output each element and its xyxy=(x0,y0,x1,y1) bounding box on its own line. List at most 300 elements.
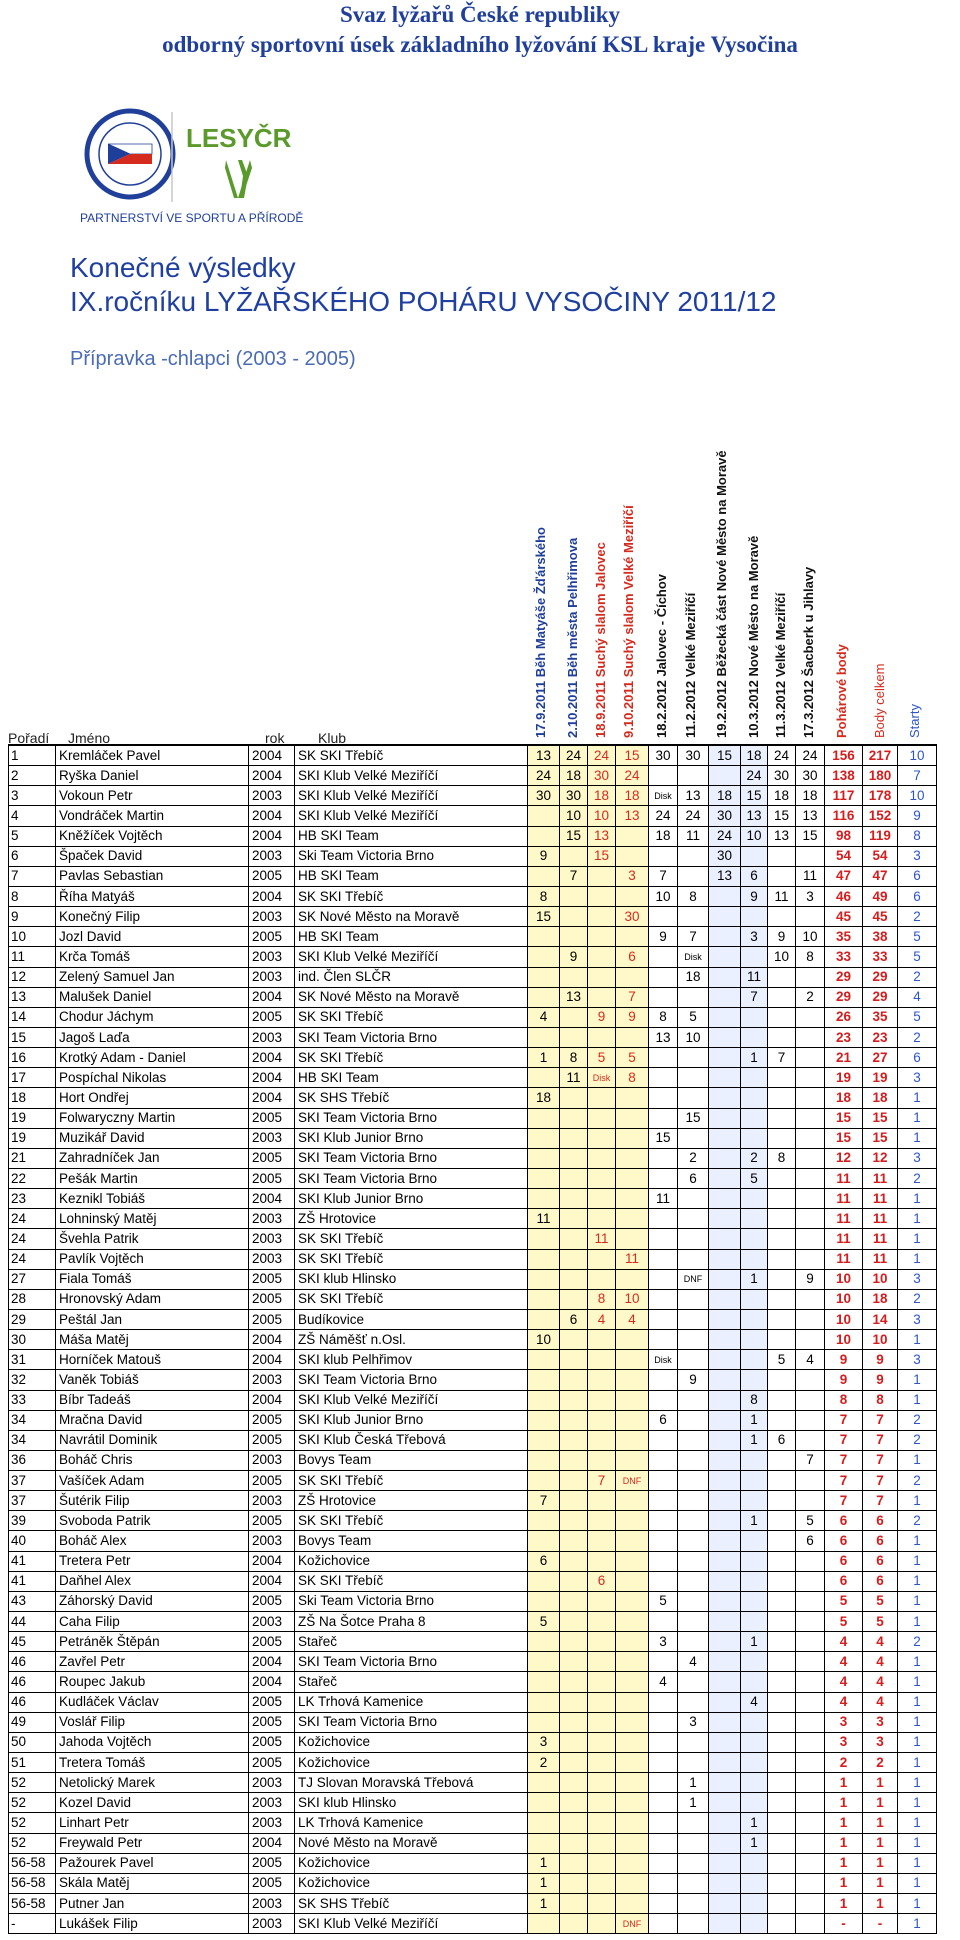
starts-cell: 6 xyxy=(898,1048,937,1068)
race-score-cell xyxy=(741,1189,768,1209)
rank-cell: 18 xyxy=(9,1088,56,1108)
header-poradi: Pořadí xyxy=(8,730,50,746)
race-score-cell xyxy=(678,1894,709,1914)
rank-cell: 37 xyxy=(9,1471,56,1491)
race-score-cell: 5 xyxy=(649,1591,678,1611)
race-score-cell xyxy=(649,846,678,866)
race-score-cell xyxy=(560,1289,588,1309)
race-score-cell xyxy=(709,1773,741,1793)
race-score-cell xyxy=(588,1914,616,1934)
race-score-cell xyxy=(741,1551,768,1571)
race-score-cell xyxy=(649,1048,678,1068)
rank-cell: 46 xyxy=(9,1672,56,1692)
column-header-row xyxy=(0,720,960,746)
race-score-cell xyxy=(741,1793,768,1813)
race-score-cell xyxy=(709,947,741,967)
race-score-cell xyxy=(768,1007,796,1027)
table-row xyxy=(9,1128,937,1148)
year-cell: 2004 xyxy=(249,1330,295,1350)
race-score-cell xyxy=(678,866,709,886)
race-header: 10.3.2012 Nové Město na Moravě xyxy=(746,535,761,738)
header-rok: rok xyxy=(265,730,285,746)
total-points-cell: 1 xyxy=(863,1833,898,1853)
race-score-cell xyxy=(678,1430,709,1450)
race-score-cell: 15 xyxy=(709,745,741,766)
club-cell: Kožichovice xyxy=(295,1853,528,1873)
table-row xyxy=(9,1712,937,1732)
race-score-cell: 5 xyxy=(741,1168,768,1188)
year-cell: 2003 xyxy=(249,1249,295,1269)
table-row xyxy=(9,1672,937,1692)
race-score-cell xyxy=(616,1612,649,1632)
race-score-cell xyxy=(768,907,796,927)
year-cell: 2004 xyxy=(249,886,295,906)
race-score-cell xyxy=(709,1732,741,1752)
race-score-cell: 5 xyxy=(588,1048,616,1068)
race-score-cell xyxy=(588,1793,616,1813)
starts-cell: 1 xyxy=(898,1088,937,1108)
starts-cell: 1 xyxy=(898,1712,937,1732)
table-row xyxy=(9,1189,937,1209)
race-score-cell xyxy=(796,1612,825,1632)
year-cell: 2004 xyxy=(249,987,295,1007)
total-points-cell: 7 xyxy=(863,1430,898,1450)
race-score-cell xyxy=(709,1591,741,1611)
race-score-cell xyxy=(796,1309,825,1329)
race-score-cell xyxy=(709,1390,741,1410)
year-cell: 2003 xyxy=(249,1813,295,1833)
year-cell: 2003 xyxy=(249,1128,295,1148)
name-cell: Netolický Marek xyxy=(56,1773,249,1793)
race-score-cell xyxy=(678,1692,709,1712)
total-points-cell: 5 xyxy=(863,1591,898,1611)
race-score-cell xyxy=(560,1390,588,1410)
race-score-cell: 1 xyxy=(678,1773,709,1793)
race-score-cell xyxy=(528,1068,560,1088)
table-row xyxy=(9,1632,937,1652)
race-score-cell xyxy=(588,1672,616,1692)
club-cell: Kožichovice xyxy=(295,1551,528,1571)
race-score-cell xyxy=(709,766,741,786)
race-score-cell xyxy=(796,1108,825,1128)
rank-cell: 40 xyxy=(9,1531,56,1551)
starts-cell: 1 xyxy=(898,1793,937,1813)
cup-points-cell: 15 xyxy=(825,1108,863,1128)
race-score-cell xyxy=(560,1914,588,1934)
race-score-cell xyxy=(588,1350,616,1370)
race-score-cell xyxy=(678,1531,709,1551)
race-score-cell xyxy=(560,1370,588,1390)
starts-cell: 1 xyxy=(898,1813,937,1833)
table-row xyxy=(9,786,937,806)
race-score-cell xyxy=(649,1873,678,1893)
race-score-cell xyxy=(709,1894,741,1914)
table-row xyxy=(9,1209,937,1229)
total-points-cell: 7 xyxy=(863,1410,898,1430)
race-score-cell xyxy=(796,1773,825,1793)
rank-cell: 1 xyxy=(9,745,56,766)
race-score-cell xyxy=(616,1511,649,1531)
race-score-cell xyxy=(768,1249,796,1269)
club-cell: SK SKI Třebíč xyxy=(295,1249,528,1269)
name-cell: Putner Jan xyxy=(56,1894,249,1914)
race-header: 19.2.2012 Běžecká část Nové Město na Moravě xyxy=(714,450,729,738)
race-score-cell xyxy=(649,1853,678,1873)
race-score-cell xyxy=(768,1873,796,1893)
race-score-cell xyxy=(649,1692,678,1712)
rank-cell: 17 xyxy=(9,1068,56,1088)
race-score-cell: 11 xyxy=(678,826,709,846)
header-pohar: Pohárové body xyxy=(834,644,849,738)
race-score-cell xyxy=(768,1753,796,1773)
race-score-cell xyxy=(709,927,741,947)
race-score-cell xyxy=(678,1591,709,1611)
cup-points-cell: 23 xyxy=(825,1027,863,1047)
race-score-cell xyxy=(796,1088,825,1108)
race-score-cell xyxy=(796,1189,825,1209)
race-score-cell xyxy=(678,1571,709,1591)
race-score-cell: 30 xyxy=(678,745,709,766)
race-score-cell xyxy=(678,987,709,1007)
race-score-cell: 8 xyxy=(649,1007,678,1027)
race-score-cell: 24 xyxy=(796,745,825,766)
race-header: 18.2.2012 Jalovec - Číchov xyxy=(654,573,669,738)
club-cell: SK SHS Třebíč xyxy=(295,1894,528,1914)
race-score-cell xyxy=(616,1632,649,1652)
race-score-cell xyxy=(616,1390,649,1410)
race-score-cell xyxy=(588,1732,616,1752)
race-score-cell xyxy=(560,1753,588,1773)
race-score-cell: 4 xyxy=(588,1309,616,1329)
race-score-cell xyxy=(709,1189,741,1209)
total-points-cell: 4 xyxy=(863,1672,898,1692)
club-cell: Kožichovice xyxy=(295,1732,528,1752)
race-score-cell xyxy=(678,1289,709,1309)
race-header: 9.10.2011 Suchý slalom Velké Meziříčí xyxy=(621,505,636,738)
race-score-cell: 3 xyxy=(678,1712,709,1732)
race-score-cell: 7 xyxy=(588,1471,616,1491)
club-cell: SK SKI Třebíč xyxy=(295,1511,528,1531)
name-cell: Tretera Tomáš xyxy=(56,1753,249,1773)
rank-cell: 2 xyxy=(9,766,56,786)
race-score-cell: 9 xyxy=(741,886,768,906)
table-row xyxy=(9,1793,937,1813)
race-score-cell xyxy=(649,1088,678,1108)
race-score-cell xyxy=(768,987,796,1007)
race-score-cell xyxy=(588,1753,616,1773)
year-cell: 2003 xyxy=(249,1450,295,1470)
cup-points-cell: 1 xyxy=(825,1813,863,1833)
race-score-cell xyxy=(768,1471,796,1491)
race-score-cell: 1 xyxy=(741,1048,768,1068)
rank-cell: 8 xyxy=(9,886,56,906)
starts-cell: 1 xyxy=(898,1692,937,1712)
race-score-cell: 8 xyxy=(616,1068,649,1088)
total-points-cell: 11 xyxy=(863,1209,898,1229)
starts-cell: 1 xyxy=(898,1229,937,1249)
race-score-cell xyxy=(616,1712,649,1732)
race-score-cell: 11 xyxy=(560,1068,588,1088)
race-score-cell xyxy=(649,1450,678,1470)
race-score-cell xyxy=(616,1350,649,1370)
race-score-cell: 3 xyxy=(649,1632,678,1652)
cup-points-cell: 54 xyxy=(825,846,863,866)
race-score-cell xyxy=(768,1068,796,1088)
cup-points-cell: 11 xyxy=(825,1229,863,1249)
table-row xyxy=(9,967,937,987)
race-score-cell xyxy=(560,1491,588,1511)
rank-cell: 28 xyxy=(9,1289,56,1309)
table-row xyxy=(9,1309,937,1329)
total-points-cell: 5 xyxy=(863,1612,898,1632)
race-score-cell xyxy=(709,1793,741,1813)
club-cell: Ski Team Victoria Brno xyxy=(295,846,528,866)
logo-tagline: PARTNERSTVÍ VE SPORTU A PŘÍRODĚ xyxy=(80,211,304,225)
race-score-cell xyxy=(741,1330,768,1350)
cup-points-cell: 7 xyxy=(825,1491,863,1511)
club-cell: ZŠ Na Šotce Praha 8 xyxy=(295,1612,528,1632)
table-row xyxy=(9,1007,937,1027)
race-score-cell: 11 xyxy=(741,967,768,987)
name-cell: Caha Filip xyxy=(56,1612,249,1632)
year-cell: 2005 xyxy=(249,1753,295,1773)
race-score-cell xyxy=(709,1209,741,1229)
club-cell: SK SHS Třebíč xyxy=(295,1088,528,1108)
race-score-cell xyxy=(560,1148,588,1168)
race-score-cell xyxy=(616,1571,649,1591)
table-row xyxy=(9,886,937,906)
name-cell: Zavřel Petr xyxy=(56,1652,249,1672)
race-score-cell xyxy=(768,1108,796,1128)
header-klub: Klub xyxy=(318,730,347,746)
race-score-cell: 9 xyxy=(528,846,560,866)
total-points-cell: 180 xyxy=(863,766,898,786)
name-cell: Máša Matěj xyxy=(56,1330,249,1350)
race-score-cell xyxy=(678,1128,709,1148)
year-cell: 2003 xyxy=(249,1027,295,1047)
race-score-cell xyxy=(678,1249,709,1269)
total-points-cell: 2 xyxy=(863,1753,898,1773)
club-cell: SKI Klub Velké Meziříčí xyxy=(295,766,528,786)
year-cell: 2005 xyxy=(249,1007,295,1027)
race-header: 11.3.2012 Velké Meziříčí xyxy=(773,592,788,738)
starts-cell: 1 xyxy=(898,1853,937,1873)
rank-cell: 52 xyxy=(9,1833,56,1853)
starts-cell: 2 xyxy=(898,907,937,927)
total-points-cell: 18 xyxy=(863,1088,898,1108)
race-score-cell xyxy=(741,1289,768,1309)
year-cell: 2005 xyxy=(249,1632,295,1652)
race-score-cell xyxy=(796,1914,825,1934)
race-score-cell xyxy=(709,1088,741,1108)
race-score-cell xyxy=(678,1410,709,1430)
race-score-cell xyxy=(741,1612,768,1632)
race-score-cell xyxy=(616,1410,649,1430)
race-score-cell xyxy=(768,1894,796,1914)
race-score-cell xyxy=(741,1531,768,1551)
race-score-cell: 10 xyxy=(678,1027,709,1047)
race-score-cell: 1 xyxy=(741,1813,768,1833)
race-score-cell xyxy=(796,1853,825,1873)
name-cell: Kremláček Pavel xyxy=(56,745,249,766)
race-score-cell: 6 xyxy=(741,866,768,886)
rank-cell: 19 xyxy=(9,1108,56,1128)
race-score-cell xyxy=(616,1430,649,1450)
race-score-cell xyxy=(768,1209,796,1229)
starts-cell: 1 xyxy=(898,1249,937,1269)
race-score-cell xyxy=(796,1410,825,1430)
race-score-cell xyxy=(741,1350,768,1370)
race-score-cell xyxy=(560,1632,588,1652)
total-points-cell: 119 xyxy=(863,826,898,846)
race-score-cell: 5 xyxy=(678,1007,709,1027)
race-score-cell: 11 xyxy=(616,1249,649,1269)
race-score-cell: 1 xyxy=(528,1048,560,1068)
race-score-cell: 18 xyxy=(528,1088,560,1108)
year-cell: 2004 xyxy=(249,1390,295,1410)
race-score-cell xyxy=(709,1007,741,1027)
club-cell: SKI Klub Velké Meziříčí xyxy=(295,947,528,967)
starts-cell: 1 xyxy=(898,1209,937,1229)
club-cell: SKI klub Pelhřimov xyxy=(295,1350,528,1370)
cup-points-cell: 35 xyxy=(825,927,863,947)
race-score-cell xyxy=(768,1813,796,1833)
cup-points-cell: - xyxy=(825,1914,863,1934)
race-score-cell xyxy=(709,1450,741,1470)
table-row xyxy=(9,1491,937,1511)
year-cell: 2005 xyxy=(249,927,295,947)
cup-points-cell: 12 xyxy=(825,1148,863,1168)
starts-cell: 2 xyxy=(898,1511,937,1531)
race-score-cell xyxy=(588,1370,616,1390)
club-cell: SK SKI Třebíč xyxy=(295,1048,528,1068)
race-score-cell: 6 xyxy=(796,1531,825,1551)
name-cell: Folwaryczny Martin xyxy=(56,1108,249,1128)
race-score-cell xyxy=(560,1732,588,1752)
table-row xyxy=(9,1471,937,1491)
club-cell: SK SKI Třebíč xyxy=(295,745,528,766)
race-score-cell: 10 xyxy=(741,826,768,846)
rank-cell: 27 xyxy=(9,1269,56,1289)
race-score-cell: 1 xyxy=(528,1894,560,1914)
rank-cell: 34 xyxy=(9,1410,56,1430)
race-score-cell xyxy=(528,1390,560,1410)
race-score-cell: 10 xyxy=(616,1289,649,1309)
table-row xyxy=(9,1249,937,1269)
race-score-cell xyxy=(768,1833,796,1853)
race-score-cell xyxy=(649,1430,678,1450)
race-score-cell: 9 xyxy=(616,1007,649,1027)
race-score-cell xyxy=(588,1269,616,1289)
race-score-cell xyxy=(709,1068,741,1088)
race-score-cell: 30 xyxy=(528,786,560,806)
starts-cell: 3 xyxy=(898,1350,937,1370)
name-cell: Keznikl Tobiáš xyxy=(56,1189,249,1209)
name-cell: Tretera Petr xyxy=(56,1551,249,1571)
race-score-cell xyxy=(649,1229,678,1249)
race-score-cell xyxy=(709,1471,741,1491)
name-cell: Skála Matěj xyxy=(56,1873,249,1893)
race-score-cell: 2 xyxy=(741,1148,768,1168)
race-score-cell xyxy=(616,1894,649,1914)
race-score-cell xyxy=(709,1833,741,1853)
starts-cell: 2 xyxy=(898,1471,937,1491)
race-score-cell xyxy=(678,1732,709,1752)
table-row xyxy=(9,826,937,846)
year-cell: 2005 xyxy=(249,1853,295,1873)
race-score-cell xyxy=(796,1048,825,1068)
total-points-cell: 8 xyxy=(863,1390,898,1410)
race-score-cell: Disk xyxy=(588,1068,616,1088)
race-score-cell xyxy=(528,1168,560,1188)
race-score-cell xyxy=(709,1571,741,1591)
year-cell: 2005 xyxy=(249,1289,295,1309)
cup-points-cell: 29 xyxy=(825,967,863,987)
race-score-cell xyxy=(528,1450,560,1470)
race-score-cell xyxy=(588,1591,616,1611)
race-score-cell xyxy=(678,1813,709,1833)
race-score-cell xyxy=(709,1309,741,1329)
race-score-cell xyxy=(649,1914,678,1934)
race-score-cell xyxy=(616,1027,649,1047)
race-score-cell xyxy=(649,1471,678,1491)
race-score-cell xyxy=(741,1914,768,1934)
name-cell: Daňhel Alex xyxy=(56,1571,249,1591)
table-row xyxy=(9,1773,937,1793)
race-score-cell xyxy=(616,1873,649,1893)
race-score-cell xyxy=(768,1088,796,1108)
rank-cell: 3 xyxy=(9,786,56,806)
race-score-cell xyxy=(528,1350,560,1370)
name-cell: Roupec Jakub xyxy=(56,1672,249,1692)
race-score-cell: 10 xyxy=(796,927,825,947)
race-score-cell xyxy=(768,1672,796,1692)
total-points-cell: 27 xyxy=(863,1048,898,1068)
race-score-cell xyxy=(588,1027,616,1047)
club-cell: SKI Klub Velké Meziříčí xyxy=(295,1914,528,1934)
race-score-cell: 4 xyxy=(616,1309,649,1329)
name-cell: Chodur Jáchym xyxy=(56,1007,249,1027)
race-score-cell: 11 xyxy=(588,1229,616,1249)
federation-title: Svaz lyžařů České republiky xyxy=(339,2,621,27)
race-score-cell xyxy=(796,1209,825,1229)
club-cell: SKI Klub Junior Brno xyxy=(295,1410,528,1430)
club-cell: ZŠ Hrotovice xyxy=(295,1491,528,1511)
race-score-cell xyxy=(768,1269,796,1289)
race-score-cell: 10 xyxy=(649,886,678,906)
race-score-cell xyxy=(768,1410,796,1430)
rank-cell: 7 xyxy=(9,866,56,886)
race-score-cell xyxy=(768,1128,796,1148)
name-cell: Ryška Daniel xyxy=(56,766,249,786)
starts-cell: 1 xyxy=(898,1370,937,1390)
cup-points-cell: 1 xyxy=(825,1773,863,1793)
cup-points-cell: 1 xyxy=(825,1894,863,1914)
year-cell: 2004 xyxy=(249,1088,295,1108)
cup-points-cell: 10 xyxy=(825,1330,863,1350)
race-score-cell xyxy=(709,1269,741,1289)
race-score-cell xyxy=(649,1753,678,1773)
table-row xyxy=(9,1370,937,1390)
race-score-cell xyxy=(649,1894,678,1914)
race-score-cell xyxy=(709,886,741,906)
name-cell: Kozel David xyxy=(56,1793,249,1813)
rank-cell: 45 xyxy=(9,1632,56,1652)
year-cell: 2003 xyxy=(249,1894,295,1914)
race-score-cell: Disk xyxy=(678,947,709,967)
race-score-cell xyxy=(796,1168,825,1188)
year-cell: 2004 xyxy=(249,1672,295,1692)
